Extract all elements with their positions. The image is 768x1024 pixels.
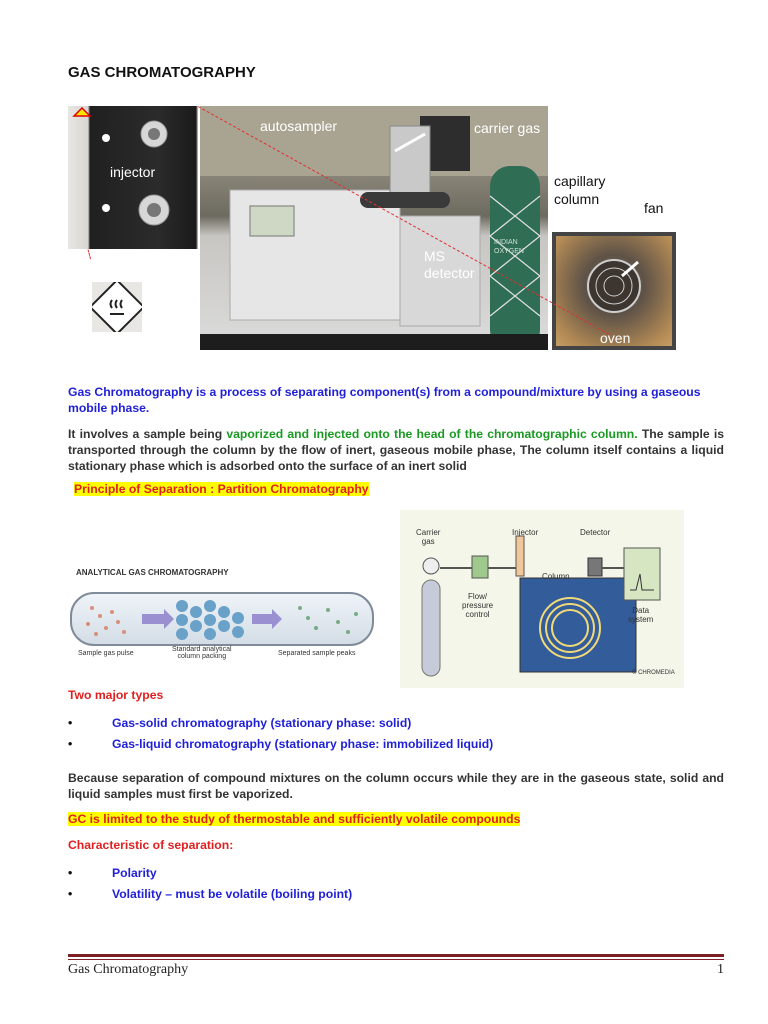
gc-schematic-diagram bbox=[400, 510, 684, 688]
footer-divider bbox=[68, 959, 724, 960]
analytical-gc-diagram bbox=[68, 566, 378, 676]
hot-surface-warning-icon bbox=[92, 282, 142, 332]
intro-paragraph: Gas Chromatography is a process of separating component(s) from a compound/mixture by using a gaseous mobile phase. bbox=[68, 385, 701, 415]
detector-schematic-label: Detector bbox=[580, 528, 611, 537]
separated-peaks-label: Separated sample peaks bbox=[278, 650, 356, 657]
injector-schematic-label: Injector bbox=[512, 528, 539, 537]
injector-closeup-photo bbox=[68, 106, 198, 249]
carrier-gas-schematic-label: Carrier gas bbox=[416, 528, 441, 546]
list-item-text: Volatility – must be volatile (boiling point) bbox=[112, 887, 353, 901]
footer-title: Gas Chromatography bbox=[68, 962, 189, 977]
lab-instrument-photo bbox=[200, 106, 548, 350]
limited-statement bbox=[68, 812, 520, 826]
involves-paragraph bbox=[68, 426, 724, 474]
list-item bbox=[68, 887, 724, 903]
list-item-text: Polarity bbox=[112, 866, 157, 880]
involves-suffix: The sample is transported through the column by the flow of inert, gaseous mobile phase, The column itself contains a liquid stationary phase which is adsorbed onto the surface of an inert solid bbox=[68, 427, 724, 473]
data-system-label: Data system bbox=[628, 606, 654, 624]
fan-label: fan bbox=[644, 200, 664, 216]
sample-gas-pulse-label: Sample gas pulse bbox=[78, 650, 134, 657]
footer-divider bbox=[68, 954, 724, 957]
chromedia-credit: © CHROMEDIA bbox=[632, 670, 675, 676]
column-packing-label: Standard analytical column packing bbox=[172, 646, 232, 660]
list-item-text: Gas-solid chromatography (stationary phase: solid) bbox=[112, 716, 412, 730]
list-item bbox=[68, 737, 724, 753]
principle-heading bbox=[74, 482, 369, 496]
principle-text: Principle of Separation : Partition Chromatography bbox=[74, 482, 369, 496]
two-major-types-heading: Two major types bbox=[68, 688, 164, 702]
cylinder-text: INDIAN OXYGEN bbox=[494, 239, 524, 255]
because-paragraph: Because separation of compound mixtures on the column occurs while they are in the gaseous state, solid and liquid samples must first be vaporized. bbox=[68, 771, 724, 801]
characteristic-heading: Characteristic of separation: bbox=[68, 838, 234, 852]
gc-instrument-photo bbox=[68, 106, 676, 350]
autosampler-label: autosampler bbox=[260, 118, 338, 134]
involves-prefix: It involves a sample being bbox=[68, 427, 227, 441]
list-item bbox=[68, 866, 724, 882]
column-schematic-label: Column bbox=[542, 572, 570, 581]
analytical-gc-heading: ANALYTICAL GAS CHROMATOGRAPHY bbox=[76, 568, 229, 577]
page-number: 1 bbox=[717, 962, 724, 977]
callout-line bbox=[88, 249, 92, 259]
page-title: GAS CHROMATOGRAPHY bbox=[68, 64, 256, 81]
limited-text: GC is limited to the study of thermostable and sufficiently volatile compounds bbox=[68, 812, 521, 826]
oven-label: oven bbox=[600, 330, 631, 346]
list-item-text: Gas-liquid chromatography (stationary phase: immobilized liquid) bbox=[112, 737, 494, 751]
ms-detector-label: MS detector bbox=[424, 248, 475, 281]
carrier-gas-label: carrier gas bbox=[474, 120, 541, 136]
capillary-column-label: capillary column bbox=[554, 173, 606, 207]
involves-highlight: vaporized and injected onto the head of the chromatographic column. bbox=[226, 427, 638, 441]
oven-photo bbox=[552, 232, 676, 350]
injector-label: injector bbox=[110, 164, 156, 180]
bullet: • bbox=[68, 866, 73, 880]
flow-control-label: Flow/ pressure control bbox=[462, 592, 494, 619]
bullet: • bbox=[68, 716, 73, 730]
column-tube bbox=[70, 592, 374, 646]
list-item bbox=[68, 716, 724, 732]
bullet: • bbox=[68, 737, 73, 751]
bullet: • bbox=[68, 887, 73, 901]
